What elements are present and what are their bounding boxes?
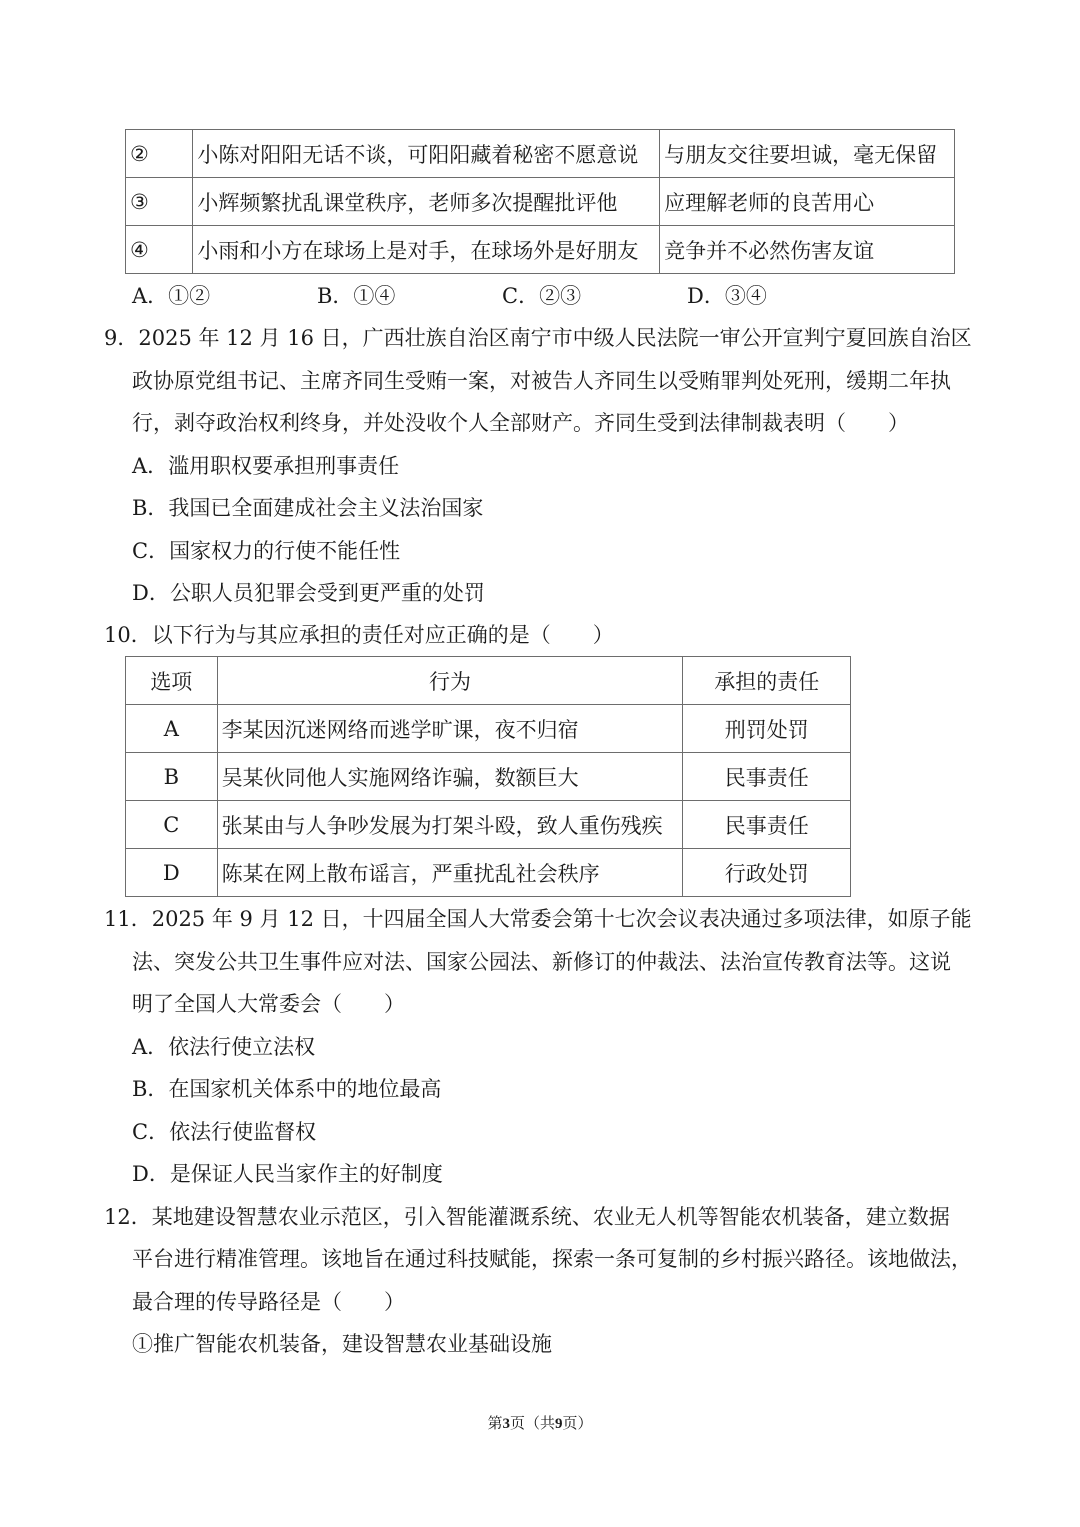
- header-behavior: 行为: [217, 657, 683, 705]
- table-header-row: [126, 657, 851, 705]
- table-row: [126, 178, 955, 226]
- q10-stem: 10．以下行为与其应承担的责任对应正确的是（ ）: [104, 623, 614, 647]
- behavior-cell: 张某由与人争吵发展为打架斗殴，致人重伤残疾: [217, 801, 683, 849]
- option-cell: A: [126, 705, 218, 753]
- responsibility-cell: 民事责任: [683, 801, 851, 849]
- q11-stem-line-3: 明了全国人大常委会（ ）: [132, 992, 405, 1016]
- current-page-number: 3: [502, 1416, 510, 1432]
- option-d: D．③④: [687, 284, 767, 308]
- behavior-cell: 陈某在网上散布谣言，严重扰乱社会秩序: [217, 849, 683, 897]
- behavior-cell: 李某因沉迷网络而逃学旷课，夜不归宿: [217, 705, 683, 753]
- situation-cell: 小雨和小方在球场上是对手，在球场外是好朋友: [193, 226, 660, 274]
- option-cell: D: [126, 849, 218, 897]
- row-number: ④: [126, 226, 193, 274]
- row-number: ③: [126, 178, 193, 226]
- header-option: 选项: [126, 657, 218, 705]
- table-row: [126, 705, 851, 753]
- q9-stem-line-2: 政协原党组书记、主席齐同生受贿一案，对被告人齐同生以受贿罪判处死刑，缓期二年执: [132, 369, 951, 393]
- option-cell: B: [126, 753, 218, 801]
- table-row: [126, 801, 851, 849]
- q11-stem-line-2: 法、突发公共卫生事件应对法、国家公园法、新修订的仲裁法、法治宣传教育法等。这说: [132, 950, 951, 974]
- table-row: [126, 130, 955, 178]
- q9-stem-line-3: 行，剥夺政治权利终身，并处没收个人全部财产。齐同生受到法律制裁表明（ ）: [132, 411, 909, 435]
- q9-stem-line-1: 9．2025 年 12 月 16 日，广西壮族自治区南宁市中级人民法院一审公开宣判宁夏回族自治区: [104, 326, 972, 350]
- footer-prefix: 第: [487, 1414, 503, 1432]
- q12-stem-line-3: 最合理的传导路径是（ ）: [132, 1290, 405, 1314]
- q12-stem-line-1: 12．某地建设智慧农业示范区，引入智能灌溉系统、农业无人机等智能农机装备，建立数据: [104, 1205, 950, 1229]
- option-a: A．①②: [132, 284, 211, 308]
- q8-options: [132, 281, 872, 311]
- q9-option-d: D．公职人员犯罪会受到更严重的处罚: [132, 581, 485, 605]
- page-footer: [0, 1412, 1080, 1433]
- footer-middle: 页（共: [509, 1414, 555, 1432]
- footer-suffix: 页）: [562, 1414, 593, 1432]
- header-responsibility: 承担的责任: [683, 657, 851, 705]
- option-cell: C: [126, 801, 218, 849]
- table-row: [126, 226, 955, 274]
- table-row: [126, 753, 851, 801]
- q11-option-b: B．在国家机关体系中的地位最高: [132, 1077, 442, 1101]
- q11-option-c: C．依法行使监督权: [132, 1120, 317, 1144]
- q11-stem-line-1: 11．2025 年 9 月 12 日，十四届全国人大常委会第十七次会议表决通过多项法律，如原子能: [104, 907, 972, 931]
- view-cell: 与朋友交往要坦诚，毫无保留: [660, 130, 955, 178]
- q11-option-a: A．依法行使立法权: [132, 1035, 316, 1059]
- behavior-cell: 吴某伙同他人实施网络诈骗，数额巨大: [217, 753, 683, 801]
- option-c: C．②③: [502, 284, 582, 308]
- view-cell: 竞争并不必然伤害友谊: [660, 226, 955, 274]
- option-b: B．①④: [317, 284, 396, 308]
- q12-stem-line-2: 平台进行精准管理。该地旨在通过科技赋能，探索一条可复制的乡村振兴路径。该地做法，: [132, 1247, 972, 1271]
- view-cell: 应理解老师的良苦用心: [660, 178, 955, 226]
- scenario-table: [125, 129, 955, 274]
- q12-item-1: ①推广智能农机装备，建设智慧农业基础设施: [132, 1332, 552, 1356]
- q11-option-d: D．是保证人民当家作主的好制度: [132, 1162, 443, 1186]
- q9-option-c: C．国家权力的行使不能任性: [132, 539, 401, 563]
- situation-cell: 小辉频繁扰乱课堂秩序，老师多次提醒批评他: [193, 178, 660, 226]
- q9-option-a: A．滥用职权要承担刑事责任: [132, 454, 400, 478]
- responsibility-cell: 刑罚处罚: [683, 705, 851, 753]
- row-number: ②: [126, 130, 193, 178]
- responsibility-cell: 行政处罚: [683, 849, 851, 897]
- q9-option-b: B．我国已全面建成社会主义法治国家: [132, 496, 484, 520]
- behavior-responsibility-table: [125, 656, 851, 897]
- table-row: [126, 849, 851, 897]
- situation-cell: 小陈对阳阳无话不谈，可阳阳藏着秘密不愿意说: [193, 130, 660, 178]
- responsibility-cell: 民事责任: [683, 753, 851, 801]
- total-page-number: 9: [555, 1416, 563, 1432]
